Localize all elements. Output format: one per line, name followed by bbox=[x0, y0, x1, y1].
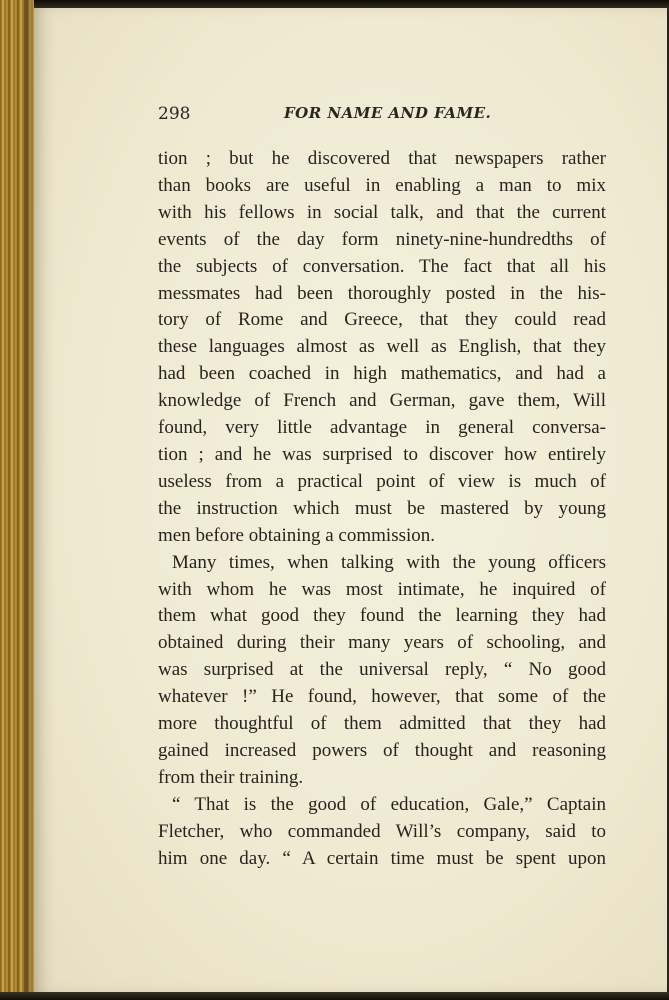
text-line: knowledge of French and German, gave them, Will bbox=[158, 390, 606, 412]
text-line: tory of Rome and Greece, that they could read bbox=[158, 309, 606, 331]
text-line: with whom he was most intimate, he inquired of bbox=[158, 578, 606, 600]
text-line: Fletcher, who commanded Will’s company, said to bbox=[158, 820, 606, 842]
text-line: from their training. bbox=[158, 766, 304, 788]
text-line: had been coached in high mathematics, and had a bbox=[158, 363, 606, 385]
body-text bbox=[158, 146, 606, 872]
text-line: was surprised at the universal reply, “ No good bbox=[158, 659, 606, 681]
text-line: messmates had been thoroughly posted in the his- bbox=[158, 282, 606, 304]
text-line: than books are useful in enabling a man to mix bbox=[158, 174, 606, 196]
text-line: more thoughtful of them admitted that they had bbox=[158, 713, 606, 735]
text-line: the subjects of conversation. The fact that all his bbox=[158, 255, 606, 277]
text-line: tion ; but he discovered that newspapers rather bbox=[158, 148, 606, 169]
text-line: useless from a practical point of view is much of bbox=[158, 470, 606, 492]
text-line: the instruction which must be mastered by young bbox=[158, 497, 606, 519]
page-header bbox=[158, 104, 608, 128]
page-bottom-edge bbox=[0, 992, 669, 1000]
text-line: tion ; and he was surprised to discover how entirely bbox=[158, 443, 606, 465]
text-line: obtained during their many years of schooling, and bbox=[158, 632, 606, 654]
text-line: these languages almost as well as English, that they bbox=[158, 336, 606, 358]
running-title: FOR NAME AND FAME. bbox=[284, 104, 492, 122]
text-line: him one day. “ A certain time must be spent upon bbox=[158, 847, 606, 869]
text-line: events of the day form ninety-nine-hundredths of bbox=[158, 228, 606, 250]
page-number: 298 bbox=[158, 104, 191, 124]
book-spine-gilt-edge bbox=[0, 0, 34, 1000]
text-line: “ That is the good of education, Gale,” Captain bbox=[172, 793, 606, 815]
text-line: Many times, when talking with the young officers bbox=[172, 551, 606, 573]
text-line: gained increased powers of thought and reasoning bbox=[158, 739, 606, 761]
text-line: found, very little advantage in general conversa- bbox=[158, 417, 606, 439]
text-line: whatever !” He found, however, that some of the bbox=[158, 686, 606, 708]
text-line: them what good they found the learning they had bbox=[158, 605, 606, 627]
text-line: with his fellows in social talk, and that the current bbox=[158, 201, 606, 223]
text-line: men before obtaining a commission. bbox=[158, 524, 436, 546]
